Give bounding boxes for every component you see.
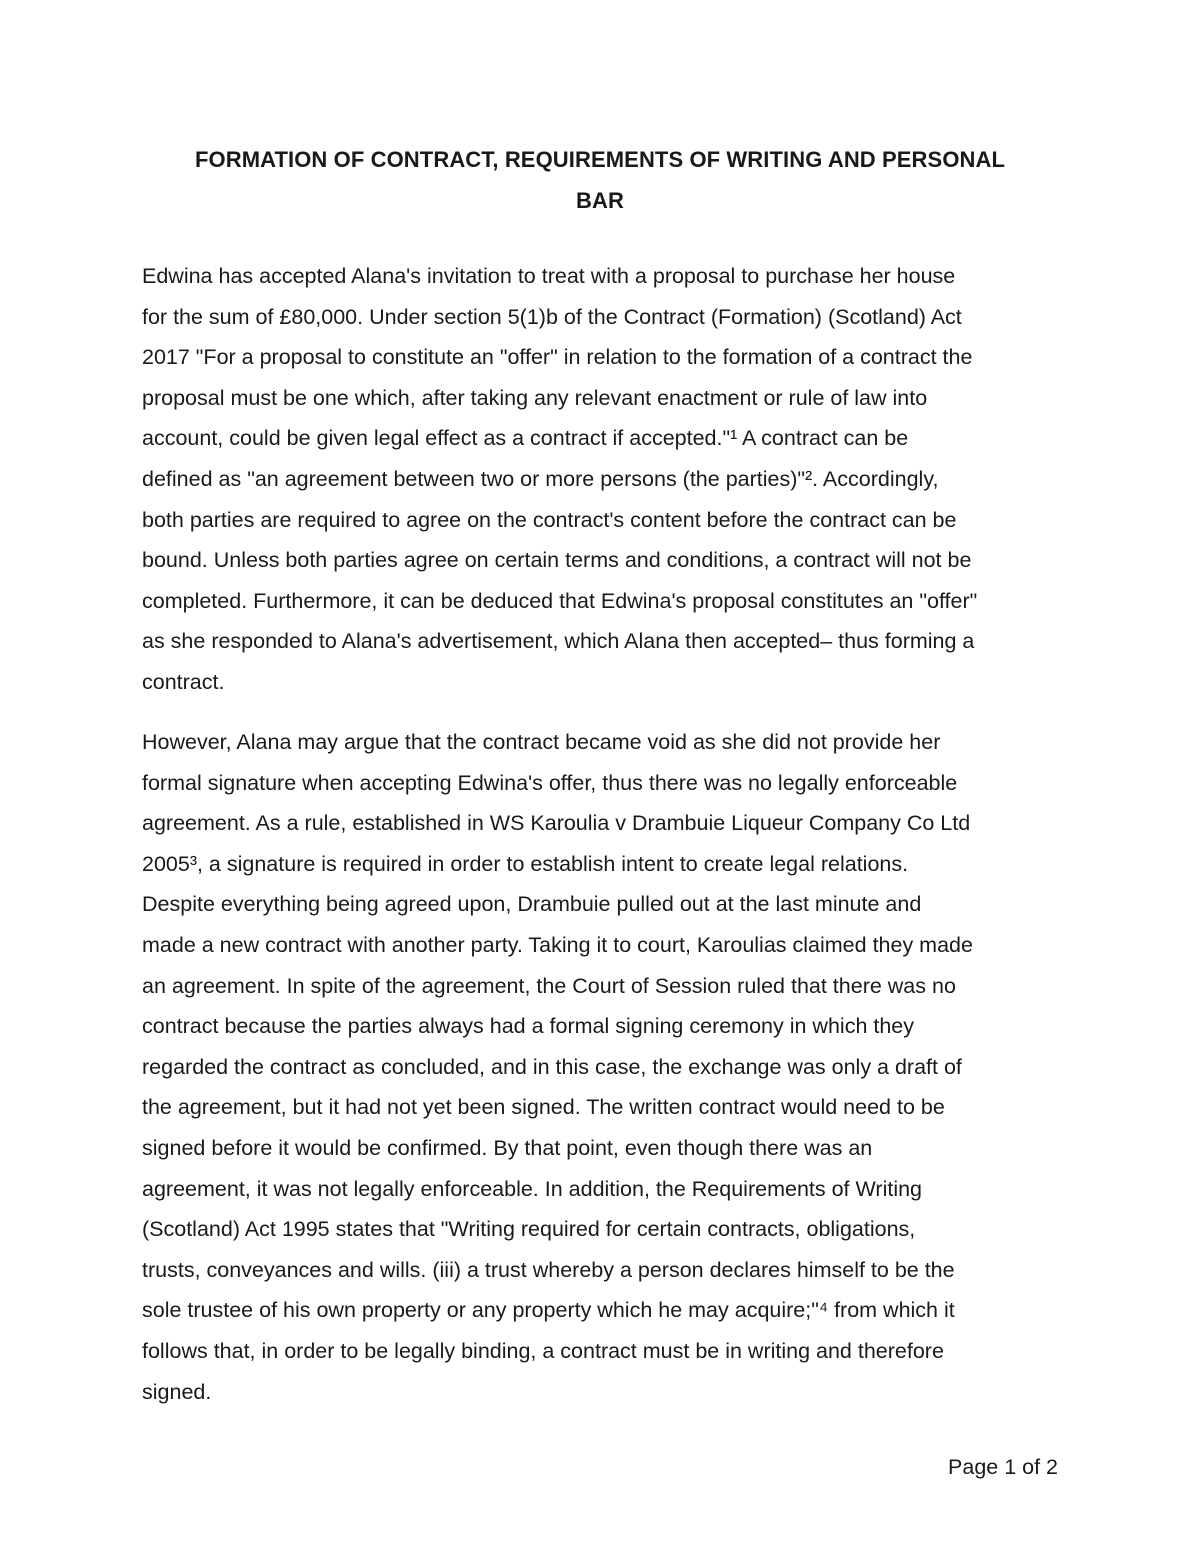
paragraph-2 [142,722,1062,1412]
paragraph-1 [142,256,1062,703]
text-line: trusts, conveyances and wills. (iii) a trust whereby a person declares himself to be the [142,1257,955,1282]
text-line: made a new contract with another party. Taking it to court, Karoulias claimed they made [142,932,973,957]
text-line: formal signature when accepting Edwina's offer, thus there was no legally enforceable [142,770,958,795]
text-line: account, could be given legal effect as a contract if accepted."¹ A contract can be [142,426,909,451]
text-line: both parties are required to agree on the contract's content before the contract can be [142,507,957,532]
page-number: Page 1 of 2 [948,1455,1058,1479]
text-line: agreement, it was not legally enforceable. In addition, the Requirements of Writing [142,1176,923,1201]
title-line: FORMATION OF CONTRACT, REQUIREMENTS OF WRITING AND PERSONAL [194,147,1006,172]
text-line: contract. [142,669,225,694]
text-line: 2017 "For a proposal to constitute an "offer" in relation to the formation of a contract the [142,345,973,370]
text-line: agreement. As a rule, established in WS Karoulia v Drambuie Liqueur Company Co Ltd [142,811,971,836]
text-line: Edwina has accepted Alana's invitation to treat with a proposal to purchase her house [142,264,956,288]
text-line: signed before it would be confirmed. By that point, even though there was an [142,1135,873,1160]
text-line: follows that, in order to be legally binding, a contract must be in writing and therefore [142,1338,944,1363]
text-line: for the sum of £80,000. Under section 5(1)b of the Contract (Formation) (Scotland) Act [142,304,962,329]
text-line: sole trustee of his own property or any property which he may acquire;"⁴ from which it [142,1298,955,1323]
text-line: proposal must be one which, after taking any relevant enactment or rule of law into [142,385,928,410]
document-title [142,140,1058,221]
text-line: an agreement. In spite of the agreement, the Court of Session ruled that there was no [142,973,956,998]
text-line: bound. Unless both parties agree on certain terms and conditions, a contract will not be [142,548,972,573]
text-line: defined as "an agreement between two or more persons (the parties)"². Accordingly, [142,466,939,491]
text-line: Despite everything being agreed upon, Drambuie pulled out at the last minute and [142,892,922,917]
text-line: 2005³, a signature is required in order to establish intent to create legal relations. [142,851,909,876]
text-line: regarded the contract as concluded, and in this case, the exchange was only a draft of [142,1054,962,1079]
text-line: completed. Furthermore, it can be deduced that Edwina's proposal constitutes an "offer" [142,588,978,613]
text-line: (Scotland) Act 1995 states that "Writing required for certain contracts, obligations, [142,1217,916,1242]
title-line: BAR [576,187,624,213]
text-line: the agreement, but it had not yet been signed. The written contract would need to be [142,1095,945,1120]
text-line: as she responded to Alana's advertisement, which Alana then accepted– thus forming a [142,629,975,654]
text-line: signed. [142,1379,212,1404]
text-line: However, Alana may argue that the contract became void as she did not provide her [142,730,941,754]
text-line: contract because the parties always had a formal signing ceremony in which they [142,1014,915,1039]
